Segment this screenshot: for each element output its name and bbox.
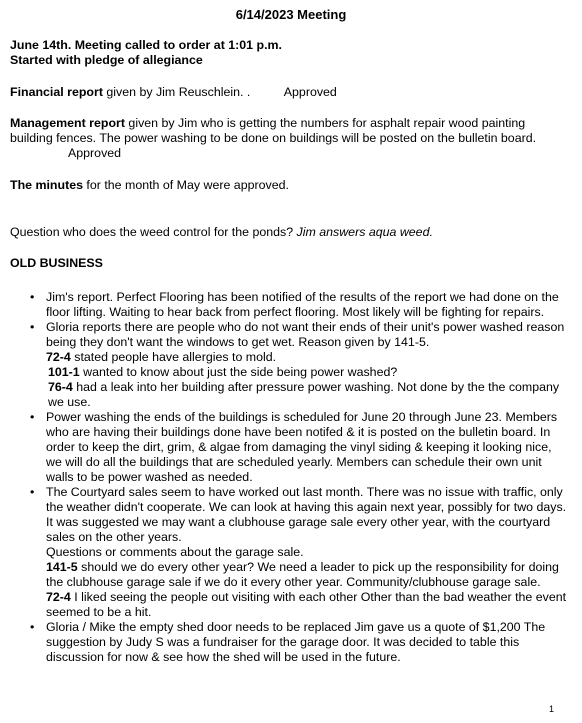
list-item-text: Gloria / Mike the empty shed door needs to be replaced Jim gave us a quote of $1,200 The suggestion by Judy S was a fundraiser for the garage door. It was decided to table this discussion for now & see how the shed will be used in the future. <box>46 620 546 664</box>
old-business-heading: OLD BUSINESS <box>10 256 103 270</box>
comment-text: stated people have allergies to mold. <box>70 350 277 364</box>
financial-report-status: Approved <box>283 85 337 99</box>
old-business-list <box>0 290 582 665</box>
sub-comment <box>46 560 568 590</box>
page-title: 6/14/2023 Meeting <box>235 7 347 22</box>
sub-comment <box>46 380 568 410</box>
page-number: 1 <box>548 704 554 714</box>
list-item <box>0 320 582 410</box>
bullet-icon: • <box>30 320 35 334</box>
unit-number: 72-4 <box>46 350 71 364</box>
minutes-text: for the month of May were approved. <box>82 178 289 192</box>
management-report <box>10 116 570 161</box>
question-answer: Jim answers aqua weed. <box>296 225 433 239</box>
sub-comment: Questions or comments about the garage sale. <box>46 545 304 559</box>
comment-text: had a leak into her building after pressure power washing. Not done by the the company we use. <box>48 380 560 409</box>
list-item-text: Jim's report. Perfect Flooring has been notified of the results of the report we had done on the floor lifting. Waiting to hear back from perfect flooring. Most likely will be fighting for repairs. <box>46 290 559 319</box>
comment-text: I liked seeing the people out visiting with each other Other than the bad weather the event seemed to be a hit. <box>46 590 567 619</box>
list-item <box>0 290 582 320</box>
list-item <box>0 620 582 665</box>
bullet-icon: • <box>30 485 35 499</box>
unit-number: 141-5 <box>46 560 78 574</box>
sub-comment <box>46 365 568 380</box>
management-report-text: given by Jim who is getting the numbers for asphalt repair wood painting building fences. The power washing to be done on buildings will be posted on the bulletin board. <box>10 116 537 145</box>
unit-number: 76-4 <box>48 380 73 394</box>
comment-text: wanted to know about just the side being power washed? <box>79 365 398 379</box>
call-to-order-line: June 14th. Meeting called to order at 1:01 p.m. <box>10 38 282 52</box>
list-item-text: The Courtyard sales seem to have worked out last month. There was no issue with traffic, only the weather didn't cooperate. We can look at having this again next year, possibly for two days. It was suggested we may want a clubhouse garage sale every other year, with the courtyard sales on the other years. <box>46 485 567 544</box>
bullet-icon: • <box>30 290 35 304</box>
financial-report-text: given by Jim Reuschlein. . <box>102 85 251 99</box>
unit-number: 101-1 <box>48 365 80 379</box>
list-item-text: Power washing the ends of the buildings is scheduled for June 20 through June 23. Members who are having their buildings done have been notifed & it is posted on the bulletin board. In order to keep the dirt, grim, & algae from damaging the vinyl siding & keeping it looking nice, we will do all the buildings that are scheduled yearly. Members can schedule their own unit walls to be power washed as needed. <box>46 410 558 484</box>
unit-number: 72-4 <box>46 590 71 604</box>
question-text: Question who does the weed control for the ponds? <box>10 225 297 239</box>
pledge-line: Started with pledge of allegiance <box>10 53 203 67</box>
list-item <box>0 485 582 620</box>
bullet-icon: • <box>30 620 35 634</box>
management-report-status: Approved <box>68 146 122 160</box>
financial-report <box>10 85 570 100</box>
comment-text: should we do every other year? We need a leader to pick up the responsibility for doing the clubhouse garage sale if we do it every other year. Community/clubhouse garage sale. <box>46 560 559 589</box>
minutes-approval <box>10 178 570 193</box>
list-item <box>0 410 582 485</box>
sub-comment <box>46 350 568 365</box>
weed-control-question <box>10 225 570 240</box>
list-item-text: Gloria reports there are people who do not want their ends of their unit's power washed reason being they don't want the windows to get wet. Reason given by 141-5. <box>46 320 565 349</box>
minutes-label: The minutes <box>10 178 83 192</box>
sub-comment <box>46 590 568 620</box>
bullet-icon: • <box>30 410 35 424</box>
financial-report-label: Financial report <box>10 85 103 99</box>
opening-block <box>10 38 570 68</box>
management-report-label: Management report <box>10 116 125 130</box>
